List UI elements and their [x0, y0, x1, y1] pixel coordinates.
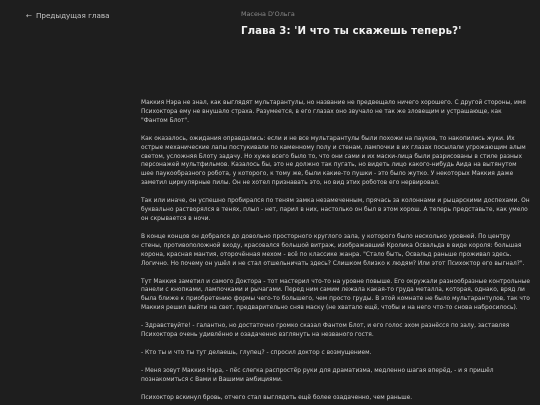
paragraph: Психоктор вскинул бровь, отчего стал выглядеть ещё более озадаченно, чем раньше. — [141, 394, 413, 401]
paragraph: - Кто ты и что ты тут делаешь, глупец? - спросил доктор с возмущением. — [141, 349, 372, 356]
paragraph: Как оказалось, ожидания оправдались: если и не все мультарантулы были похожи на пауков, то накопились жуки. Их острые механические лапы постукивали по каменному полу и стенам, лампочки в их глазах посылали угрожающим алым светом, усложняя Блоту задачу. Но хуже всего было то, что они сами и их маски-лица были разрисованы в стиле разных персонажей мультфильмов. Казалось бы, это не должно так пугать, но видеть лицо какого-нибудь Аида на вытянутом шее паукообразного робота, у которого, к тому же, были какие-то пушки - это было жутко. У некоторых Маккия даже заметил циркулярные пилы. Он не хотел признавать это, но вид этих роботов его нервировал. — [141, 135, 526, 187]
chapter-title: Глава 3: 'И что ты скажешь теперь?' — [241, 26, 462, 37]
previous-chapter-label: Предыдущая глава — [36, 11, 110, 20]
paragraph: Так или иначе, он успешно пробирался по теням замка незамеченным, прячась за колоннами и рыцарскими доспехами. Он буквально растворялся в тенях, плыл - нет, парил в них, настолько он был в этом хорош. А теперь представьте, как умело он скрывается в ночи. — [141, 198, 530, 222]
paragraph: Маккия Нэра не знал, как выглядят мультарантулы, но название не предвещало ничего хорошего. С другой стороны, имя Психоктора ему не внушало страха. Разумеется, в его глазах оно звучало не так же зловещим и устрашающе, как "Фантом Блот". — [141, 100, 526, 124]
author-name: Масена D'Ольга — [241, 10, 295, 18]
paragraph: Тут Маккия заметил и самого Доктора - тот мастерил что-то на уровне повыше. Его окружали разнообразные контрольные панели с кнопками, лампочками и рычагами. Перед ним самим лежала какая-то груда металла, которая, однако, вряд ли была ближе к приобретению формы чего-то большего, чем просто груды. В этой комнате не было мультарантулов, так что Маккия решил выйти на свет, предварительно сняв маску (не хватало ещё, чтобы и на него что-то снова набросилось). — [141, 278, 530, 312]
previous-chapter-link[interactable] — [26, 11, 110, 20]
top-bar — [0, 0, 540, 22]
chapter-text — [141, 99, 530, 405]
left-arrow-icon: ← — [26, 11, 33, 20]
paragraph: - Меня зовут Маккия Нэра, - пёс слегка распростёр руки для драматизма, медленно шагая вперёд, - и я пришёл познакомиться с Вами и Вашими амбициями. — [141, 367, 494, 383]
paragraph: В конце концов он добрался до довольно просторного круглого зала, у которого было несколько уровней. По центру стены, противоположной входу, красовался большой витраж, изображавший Кролика Освальда в виде короля: большая корона, красная мантия, оторочённая мехом - всё по классике жанра. "Стало быть, Освальд раньше проживал здесь. Логично. Но почему он ушёл и не стал отшельничать здесь? Слишком близко к людям? Или этот Психоктор его выгнал?". — [141, 233, 525, 267]
paragraph: - Здравствуйте! - галантно, но достаточно громко сказал Фантом Блот, и его голос эхом разнёсся по залу, заставляя Психоктора очень удивлённо и озадаченно взглянуть на незваного гостя. — [141, 323, 510, 339]
